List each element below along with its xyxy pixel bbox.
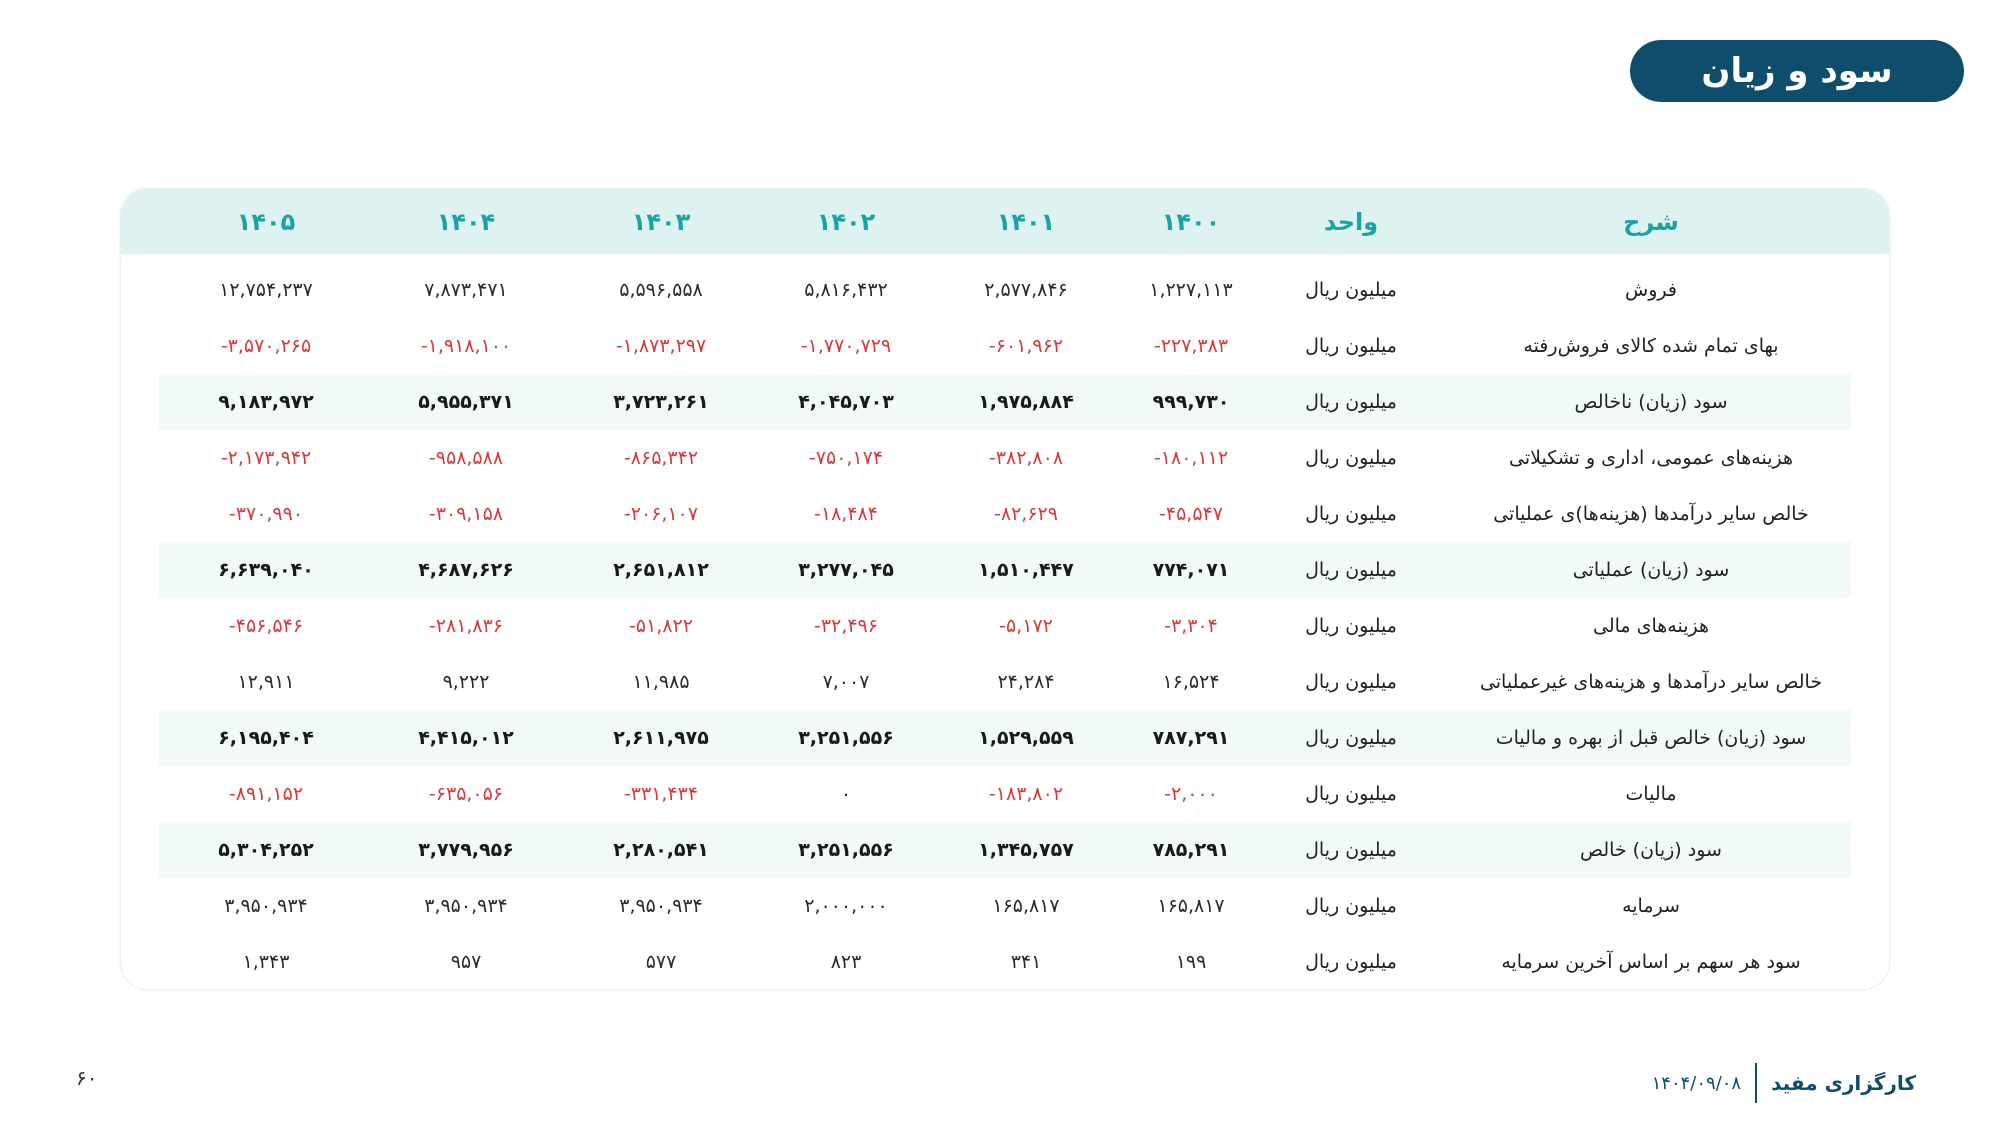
value-1404: ۴,۶۸۷,۶۲۶ (418, 559, 514, 581)
row-unit: میلیون ریال (1305, 447, 1397, 469)
row-desc: سود (زیان) ناخالص (1574, 391, 1728, 413)
value-1400: ۷۷۴,۰۷۱ (1152, 559, 1230, 581)
value-1403: ۲,۶۱۱,۹۷۵ (613, 727, 709, 749)
value-1403: -۳۳۱,۴۳۴ (623, 783, 699, 805)
value-1404: ۳,۷۷۹,۹۵۶ (418, 839, 514, 861)
page-title: سود و زیان (1630, 40, 1964, 102)
value-1404: -۶۳۵,۰۵۶ (428, 783, 504, 805)
value-1402: -۷۵۰,۱۷۴ (808, 447, 884, 469)
value-1402: ۷,۰۰۷ (822, 671, 870, 693)
value-1401: ۱,۹۷۵,۸۸۴ (978, 391, 1074, 413)
row-unit: میلیون ریال (1305, 895, 1397, 917)
row-unit: میلیون ریال (1305, 279, 1397, 301)
row-desc: خالص سایر درآمدها (هزینه‌ها)ی عملیاتی (1493, 503, 1809, 525)
value-1402: ۸۲۳ (830, 951, 862, 973)
header-year-1401: ۱۴۰۱ (996, 207, 1056, 236)
footer-brand (1652, 1063, 1916, 1103)
row-desc: سود هر سهم بر اساس آخرین سرمایه (1501, 951, 1801, 973)
header-year-1405: ۱۴۰۵ (236, 207, 296, 236)
row-desc: سرمایه (1622, 895, 1680, 917)
value-1404: ۹۵۷ (450, 951, 482, 973)
value-1405: ۵,۳۰۴,۲۵۲ (218, 839, 314, 861)
row-unit: میلیون ریال (1305, 839, 1397, 861)
value-1403: ۲,۲۸۰,۵۴۱ (613, 839, 709, 861)
table-row (159, 878, 1851, 934)
footer-divider (1755, 1063, 1757, 1103)
value-1401: ۱,۵۱۰,۴۴۷ (978, 559, 1074, 581)
value-1403: -۸۶۵,۳۴۲ (623, 447, 699, 469)
value-1405: -۸۹۱,۱۵۲ (228, 783, 304, 805)
value-1403: ۳,۷۲۳,۲۶۱ (613, 391, 709, 413)
value-1400: ۱۶۵,۸۱۷ (1157, 895, 1225, 917)
value-1401: ۱,۵۲۹,۵۵۹ (978, 727, 1074, 749)
footer-date: ۱۴۰۴/۰۹/۰۸ (1651, 1072, 1742, 1094)
value-1402: ۲,۰۰۰,۰۰۰ (804, 895, 888, 917)
row-unit: میلیون ریال (1305, 391, 1397, 413)
value-1402: ۳,۲۵۱,۵۵۶ (798, 839, 894, 861)
row-unit: میلیون ریال (1305, 559, 1397, 581)
row-unit: میلیون ریال (1305, 615, 1397, 637)
header-year-1403: ۱۴۰۳ (631, 207, 691, 236)
value-1401: ۳۴۱ (1010, 951, 1042, 973)
table-row (159, 318, 1851, 374)
header-desc: شرح (1623, 207, 1679, 236)
value-1403: -۵۱,۸۲۲ (629, 615, 693, 637)
value-1401: -۱۸۳,۸۰۲ (988, 783, 1064, 805)
value-1400: ۱۹۹ (1175, 951, 1207, 973)
table-row (159, 262, 1851, 318)
value-1403: ۵۷۷ (645, 951, 677, 973)
value-1403: ۱۱,۹۸۵ (632, 671, 690, 693)
value-1405: -۳,۵۷۰,۲۶۵ (220, 335, 312, 357)
value-1404: ۷,۸۷۳,۴۷۱ (424, 279, 508, 301)
value-1401: ۱,۳۴۵,۷۵۷ (978, 839, 1074, 861)
value-1404: ۵,۹۵۵,۳۷۱ (418, 391, 514, 413)
value-1405: ۶,۱۹۵,۴۰۴ (218, 727, 314, 749)
value-1405: ۱۲,۷۵۴,۲۳۷ (219, 279, 313, 301)
value-1405: ۳,۹۵۰,۹۳۴ (224, 895, 308, 917)
row-unit: میلیون ریال (1305, 783, 1397, 805)
value-1404: -۹۵۸,۵۸۸ (428, 447, 504, 469)
row-unit: میلیون ریال (1305, 727, 1397, 749)
value-1400: -۱۸۰,۱۱۲ (1153, 447, 1229, 469)
row-unit: میلیون ریال (1305, 671, 1397, 693)
row-desc: سود (زیان) خالص قبل از بهره و مالیات (1495, 727, 1807, 749)
value-1404: -۳۰۹,۱۵۸ (428, 503, 504, 525)
value-1400: -۳,۳۰۴ (1164, 615, 1218, 637)
table-row (159, 542, 1851, 598)
header-year-1404: ۱۴۰۴ (436, 207, 496, 236)
value-1400: ۱۶,۵۲۴ (1162, 671, 1220, 693)
value-1401: ۲۴,۲۸۴ (997, 671, 1055, 693)
value-1400: -۴۵,۵۴۷ (1159, 503, 1223, 525)
value-1403: ۲,۶۵۱,۸۱۲ (613, 559, 709, 581)
value-1400: ۱,۲۲۷,۱۱۳ (1149, 279, 1233, 301)
value-1402: ۰ (840, 783, 852, 805)
value-1402: -۳۲,۴۹۶ (814, 615, 878, 637)
value-1400: ۷۸۵,۲۹۱ (1152, 839, 1230, 861)
value-1401: -۳۸۲,۸۰۸ (988, 447, 1064, 469)
value-1405: ۱۲,۹۱۱ (237, 671, 295, 693)
value-1404: ۴,۴۱۵,۰۱۲ (418, 727, 514, 749)
value-1402: -۱,۷۷۰,۷۲۹ (800, 335, 892, 357)
value-1402: -۱۸,۴۸۴ (814, 503, 878, 525)
value-1404: -۲۸۱,۸۳۶ (428, 615, 504, 637)
brand-name: کارگزاری مفید (1771, 1071, 1916, 1095)
row-desc: سود (زیان) خالص (1580, 839, 1722, 861)
value-1404: ۹,۲۲۲ (442, 671, 490, 693)
header-unit: واحد (1323, 207, 1379, 236)
value-1401: -۵,۱۷۲ (999, 615, 1053, 637)
row-desc: هزینه‌های مالی (1592, 615, 1710, 637)
table-row (159, 654, 1851, 710)
page-number: ۶۰ (76, 1066, 98, 1090)
value-1404: -۱,۹۱۸,۱۰۰ (420, 335, 512, 357)
row-desc: مالیات (1625, 783, 1677, 805)
table-row (159, 766, 1851, 822)
value-1401: -۶۰۱,۹۶۲ (988, 335, 1064, 357)
value-1405: -۲,۱۷۳,۹۴۲ (220, 447, 312, 469)
table-row (159, 374, 1851, 430)
value-1405: -۴۵۶,۵۴۶ (228, 615, 304, 637)
row-desc: خالص سایر درآمدها و هزینه‌های غیرعملیاتی (1479, 671, 1823, 693)
row-desc: بهای تمام شده کالای فروش‌رفته (1523, 335, 1779, 357)
value-1401: -۸۲,۶۲۹ (994, 503, 1058, 525)
header-year-1402: ۱۴۰۲ (816, 207, 876, 236)
table-row (159, 486, 1851, 542)
value-1402: ۳,۲۷۷,۰۴۵ (798, 559, 894, 581)
value-1403: -۲۰۶,۱۰۷ (623, 503, 699, 525)
value-1405: ۹,۱۸۳,۹۷۲ (218, 391, 314, 413)
table-row (159, 822, 1851, 878)
row-unit: میلیون ریال (1305, 503, 1397, 525)
table-row (159, 598, 1851, 654)
table-header (121, 189, 1889, 254)
value-1403: ۵,۵۹۶,۵۵۸ (619, 279, 703, 301)
value-1401: ۲,۵۷۷,۸۴۶ (984, 279, 1068, 301)
value-1405: -۳۷۰,۹۹۰ (228, 503, 304, 525)
value-1403: -۱,۸۷۳,۲۹۷ (615, 335, 707, 357)
table-row (159, 430, 1851, 486)
table-row (159, 710, 1851, 766)
value-1400: ۹۹۹,۷۳۰ (1152, 391, 1230, 413)
value-1401: ۱۶۵,۸۱۷ (992, 895, 1060, 917)
value-1402: ۵,۸۱۶,۴۳۲ (804, 279, 888, 301)
row-desc: فروش (1625, 279, 1677, 301)
table-row (159, 934, 1851, 990)
value-1403: ۳,۹۵۰,۹۳۴ (619, 895, 703, 917)
value-1404: ۳,۹۵۰,۹۳۴ (424, 895, 508, 917)
row-desc: هزینه‌های عمومی، اداری و تشکیلاتی (1509, 447, 1793, 469)
value-1402: ۴,۰۴۵,۷۰۳ (798, 391, 894, 413)
value-1402: ۳,۲۵۱,۵۵۶ (798, 727, 894, 749)
value-1400: -۲۲۷,۳۸۳ (1153, 335, 1229, 357)
value-1405: ۱,۳۴۳ (242, 951, 290, 973)
value-1400: -۲,۰۰۰ (1164, 783, 1218, 805)
value-1405: ۶,۶۳۹,۰۴۰ (218, 559, 314, 581)
header-year-1400: ۱۴۰۰ (1161, 207, 1221, 236)
row-desc: سود (زیان) عملیاتی (1572, 559, 1730, 581)
row-unit: میلیون ریال (1305, 951, 1397, 973)
value-1400: ۷۸۷,۲۹۱ (1152, 727, 1230, 749)
row-unit: میلیون ریال (1305, 335, 1397, 357)
profit-loss-table (120, 188, 1890, 990)
